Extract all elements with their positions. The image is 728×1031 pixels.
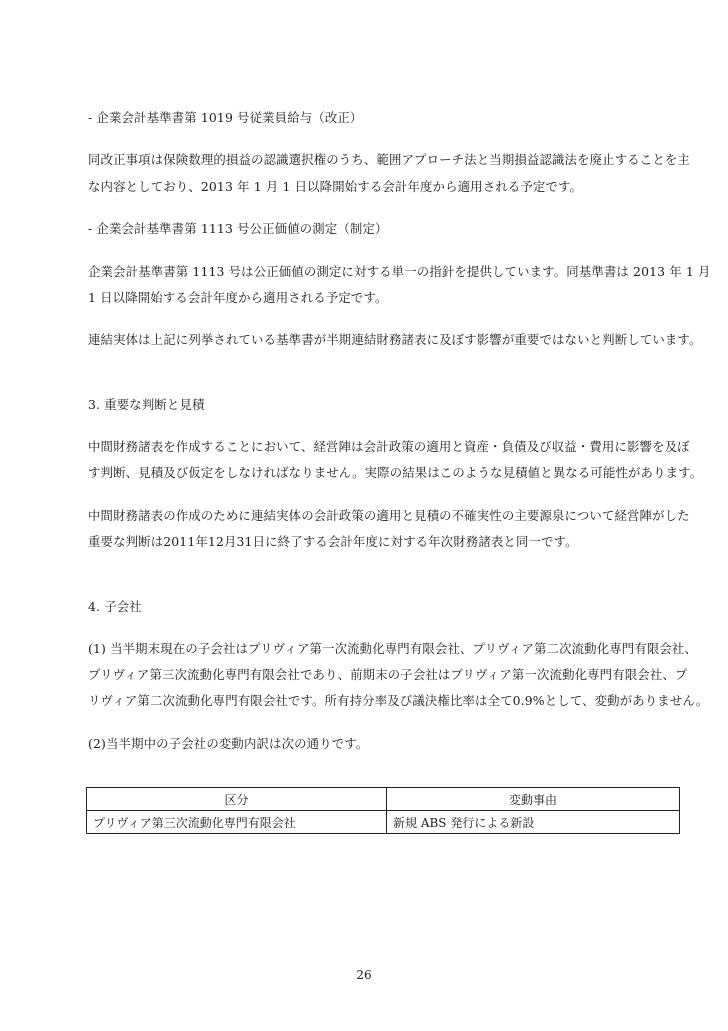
- table-cell-reason: 新規 ABS 発行による新設: [387, 811, 680, 834]
- subsidiaries-para1-line-1: (1) 当半期末現在の子会社はプリヴィア第一次流動化専門有限会社、プリヴィア第二次流動化専門有限会社、: [88, 641, 698, 656]
- subsidiaries-para2: (2)当半期中の子会社の変動内訳は次の通りです。: [88, 736, 369, 751]
- subsidiaries-para1-line-3: リヴィア第二次流動化専門有限会社です。所有持分率及び議決権比率は全て0.9%として、変動がありません。: [88, 693, 709, 708]
- column-header-reason: 変動事由: [387, 788, 680, 811]
- subsidiaries-heading: 4. 子会社: [88, 599, 142, 614]
- subsidiary-changes-table: [86, 787, 680, 834]
- ias19-line-2: な内容としており、2013 年 1 月 1 日以降開始する会計年度から適用される予定です。: [88, 179, 583, 194]
- ifrs13-line-1: 企業会計基準書第 1113 号は公正価値の測定に対する単一の指針を提供しています。同基準書は 2013 年 1 月: [88, 264, 711, 279]
- judgements-heading: 3. 重要な判断と見積: [88, 397, 205, 412]
- subsidiaries-para1-line-2: プリヴィア第三次流動化専門有限会社であり、前期末の子会社はプリヴィア第一次流動化専門有限会社、プ: [88, 667, 688, 682]
- impact-line-1: 連結実体は上記に列挙されている基準書が半期連結財務諸表に及ぼす影響が重要ではないと判断しています。: [88, 332, 702, 347]
- ias19-heading: - 企業会計基準書第 1019 号従業員給与（改正）: [88, 110, 363, 125]
- table-row: [87, 811, 680, 834]
- table-header-row: [87, 788, 680, 811]
- judgements-para2-line-2: 重要な判断は2011年12月31日に終了する会計年度に対する年次財務諸表と同一です。: [88, 534, 578, 549]
- judgements-para2-line-1: 中間財務諸表の作成のために連結実体の会計政策の適用と見積の不確実性の主要源泉について経営陣がした: [88, 508, 690, 523]
- judgements-para1-line-2: す判断、見積及び仮定をしなければなりません。実際の結果はこのような見積値と異なる可能性があります。: [88, 465, 703, 480]
- table-cell-category: プリヴィア第三次流動化専門有限会社: [87, 811, 387, 834]
- ifrs13-heading: - 企業会計基準書第 1113 号公正価値の測定（制定）: [88, 221, 388, 236]
- judgements-para1-line-1: 中間財務諸表を作成することにおいて、経営陣は会計政策の適用と資産・負債及び収益・費用に影響を及ぼ: [88, 439, 690, 454]
- page-number: 26: [356, 968, 372, 982]
- ifrs13-line-2: 1 日以降開始する会計年度から適用される予定です。: [88, 290, 388, 305]
- column-header-category: 区分: [87, 788, 387, 811]
- ias19-line-1: 同改正事項は保険数理的損益の認識選択権のうち、範囲アプローチ法と当期損益認識法を廃止することを主: [88, 152, 690, 167]
